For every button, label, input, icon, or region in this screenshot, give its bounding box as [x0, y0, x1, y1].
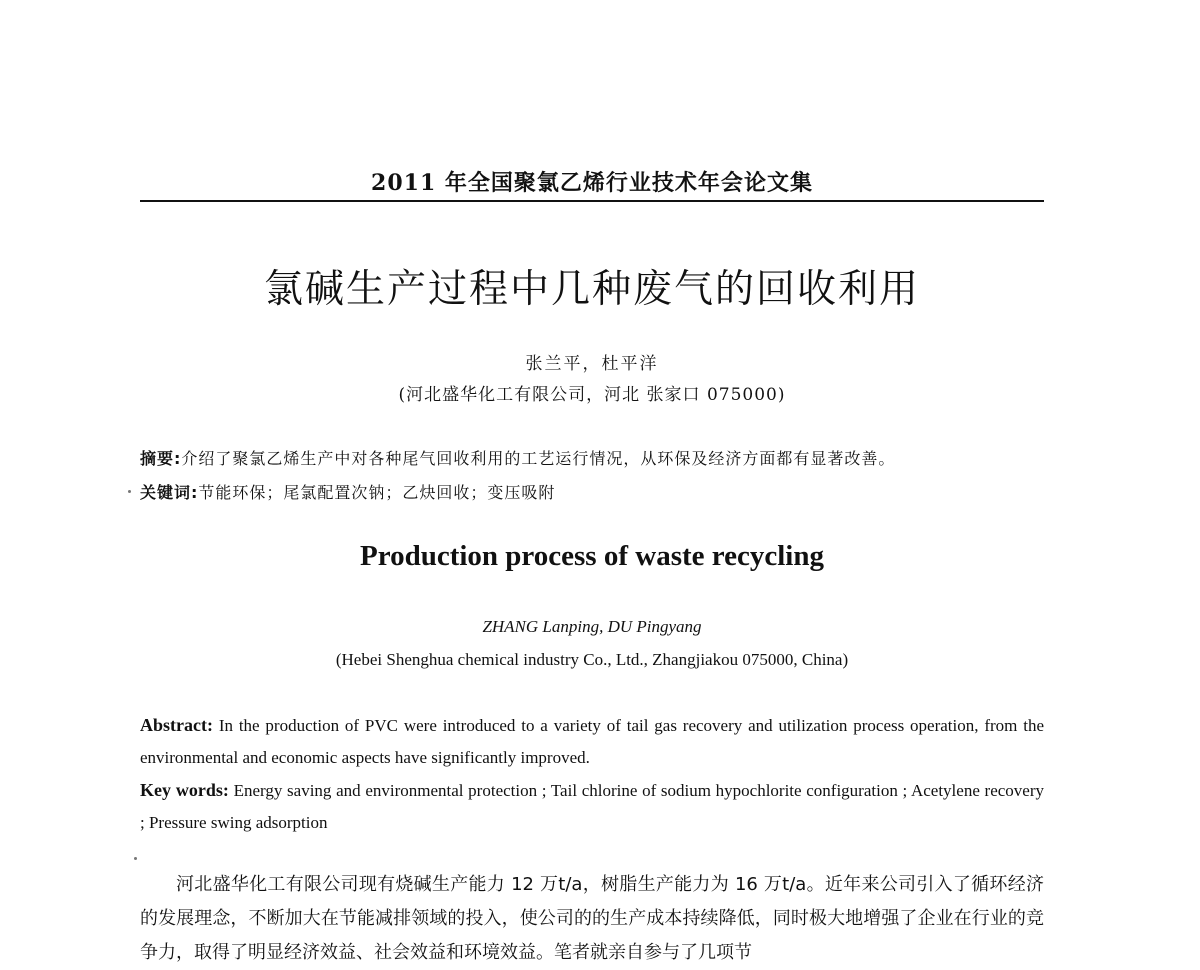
affiliation-en: (Hebei Shenghua chemical industry Co., Ltd., Zhangjiakou 075000, China) — [335, 650, 849, 669]
keywords-en-text: Energy saving and environmental protection ; Tail chlorine of sodium hypochlorite configuration ; Acetylene recovery ; Pressure swing adsorption — [140, 781, 1044, 832]
abstract-cn-label: 摘要: — [140, 449, 182, 468]
abstract-en-text: In the production of PVC were introduced to a variety of tail gas recovery and utilization process operation, from the environmental and economic aspects have significantly improved. — [140, 716, 1044, 767]
keywords-en — [140, 774, 1044, 839]
keywords-en-label: Key words: — [140, 780, 229, 800]
header-rule — [140, 200, 1044, 202]
keywords-cn — [140, 480, 1044, 503]
scan-speck — [134, 857, 137, 860]
abstract-cn-text: 介绍了聚氯乙烯生产中对各种尾气回收利用的工艺运行情况，从环保及经济方面都有显著改善。 — [181, 449, 896, 468]
journal-header: 2011 年全国聚氯乙烯行业技术年会论文集 — [371, 170, 813, 196]
paper-title-en: Production process of waste recycling — [360, 540, 824, 572]
body-paragraph: 河北盛华化工有限公司现有烧碱生产能力 12 万t/a，树脂生产能力为 16 万t/a。近年来公司引入了循环经济的发展理念，不断加大在节能减排领域的投入，使公司的的生产成本持续降低，同时极大地增强了企业在行业的竞争力，取得了明显经济效益、社会效益和环境效益。笔者就亲自参与了几项节 — [140, 874, 1044, 963]
authors-en: ZHANG Lanping, DU Pingyang — [482, 617, 702, 636]
affiliation-cn: (河北盛华化工有限公司，河北 张家口 075000) — [398, 385, 786, 405]
abstract-en-label: Abstract: — [140, 715, 213, 735]
keywords-cn-text: 节能环保；尾氯配置次钠；乙炔回收；变压吸附 — [198, 483, 556, 502]
keywords-cn-label: 关键词: — [140, 483, 199, 502]
abstract-en — [140, 709, 1044, 774]
paper-title-cn: 氯碱生产过程中几种废气的回收利用 — [263, 267, 920, 312]
abstract-cn — [140, 446, 1044, 469]
scan-speck — [128, 490, 131, 493]
authors-cn: 张兰平，杜平洋 — [525, 354, 659, 374]
